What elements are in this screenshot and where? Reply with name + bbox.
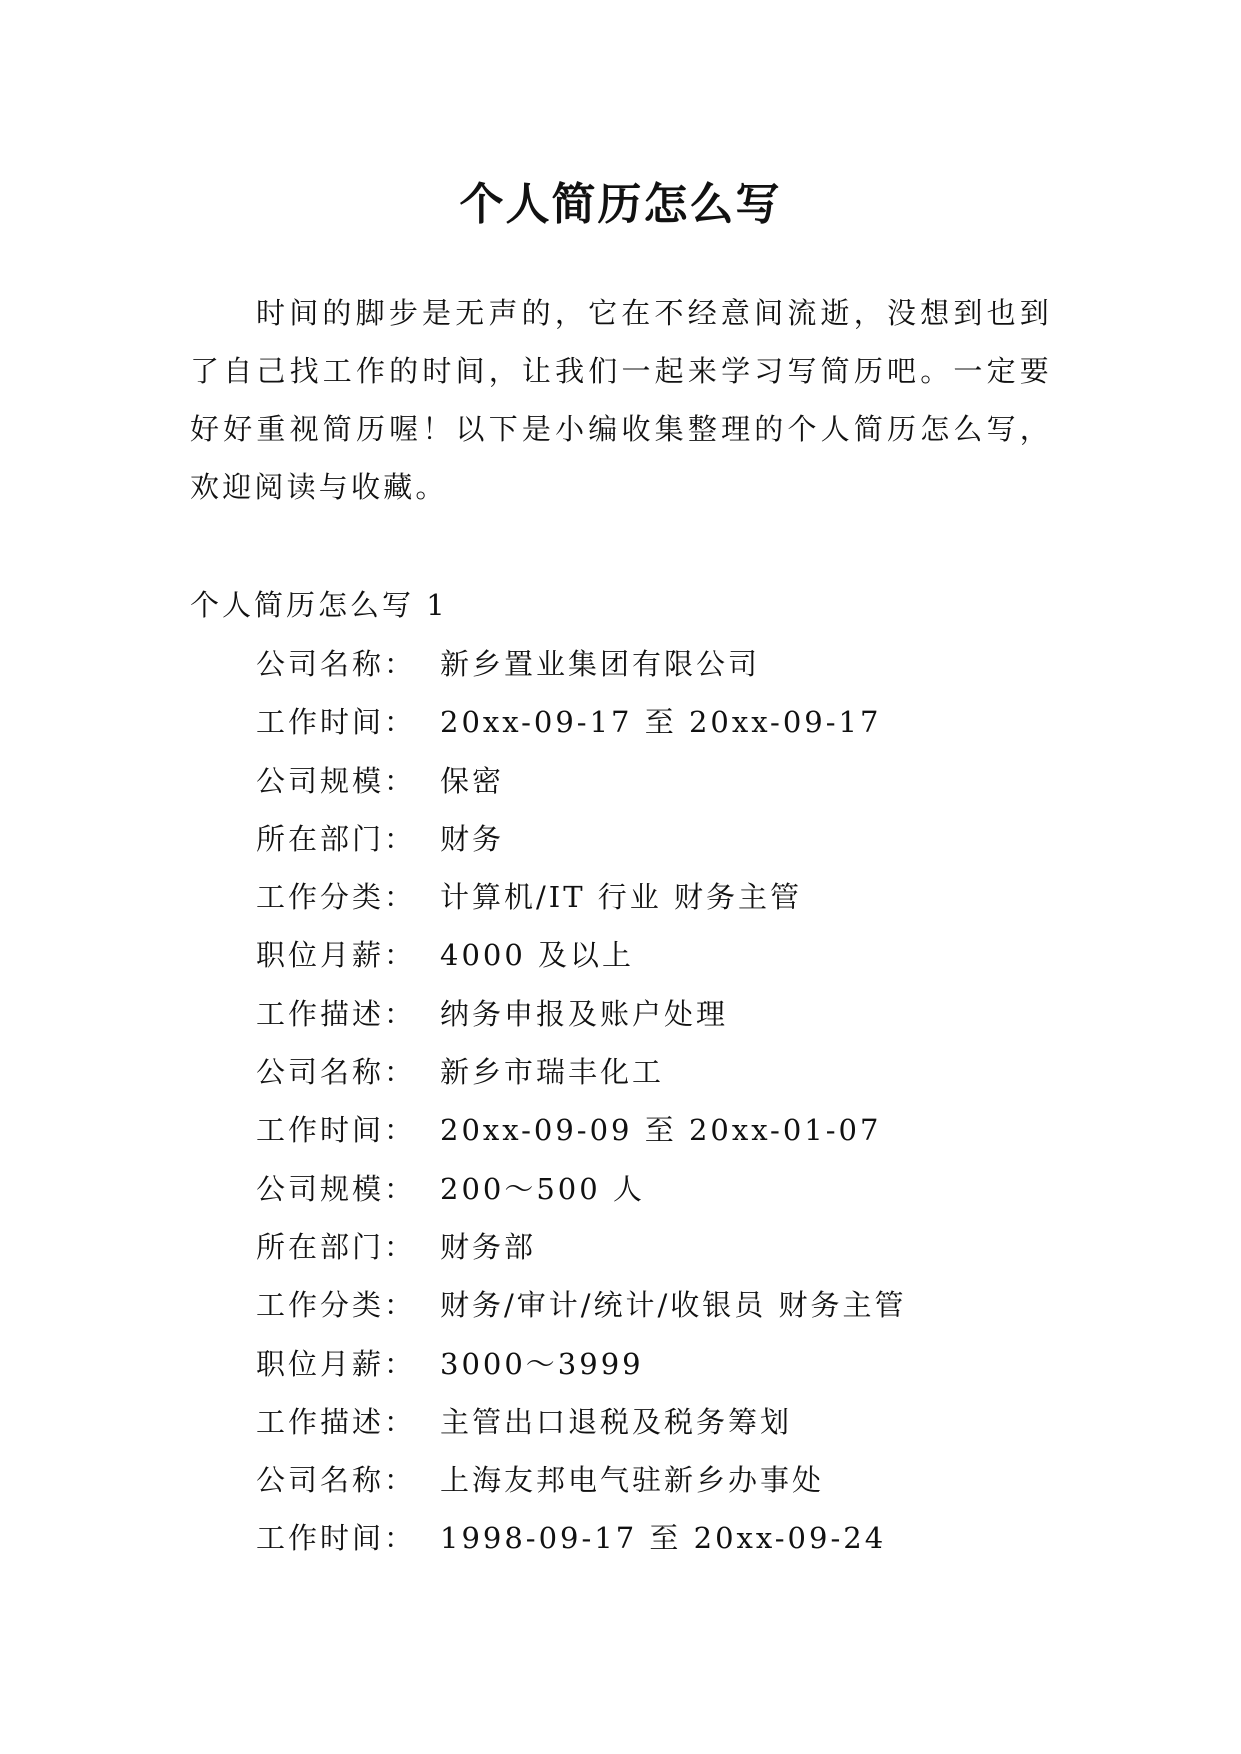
resume-entry bbox=[256, 933, 907, 991]
entry-value: 财务 bbox=[440, 821, 505, 856]
entry-value: 新乡市瑞丰化工 bbox=[440, 1055, 665, 1090]
entry-label: 工作分类： bbox=[256, 1288, 417, 1323]
resume-entry bbox=[256, 1516, 907, 1574]
entry-value: 新乡置业集团有限公司 bbox=[440, 647, 761, 681]
resume-entry bbox=[256, 1108, 907, 1166]
resume-entry bbox=[256, 817, 907, 875]
entry-value: 主管出口退税及税务筹划 bbox=[440, 1404, 793, 1439]
resume-entry bbox=[256, 992, 907, 1050]
entry-label: 职位月薪： bbox=[256, 938, 417, 973]
intro-paragraph: 时间的脚步是无声的，它在不经意间流逝，没想到也到了自己找工作的时间，让我们一起来学习写简历吧。一定要好好重视简历喔！以下是小编收集整理的个人简历怎么写，欢迎阅读与收藏。 bbox=[190, 296, 1052, 504]
resume-entry bbox=[256, 1050, 907, 1108]
resume-entry bbox=[256, 759, 907, 817]
resume-entry bbox=[256, 1225, 907, 1283]
resume-entry bbox=[256, 1400, 907, 1458]
resume-entry bbox=[256, 1283, 907, 1341]
entry-value: 财务/审计/统计/收银员 财务主管 bbox=[440, 1288, 907, 1323]
entry-value: 4000 及以上 bbox=[440, 938, 635, 973]
entry-value: 计算机/IT 行业 财务主管 bbox=[440, 880, 803, 915]
resume-entry bbox=[256, 875, 907, 933]
entry-label: 公司名称： bbox=[256, 1055, 417, 1090]
entry-label: 工作时间： bbox=[256, 1113, 417, 1148]
entry-value: 保密 bbox=[440, 763, 505, 798]
resume-entry bbox=[256, 642, 907, 700]
resume-entry bbox=[256, 1342, 907, 1400]
entry-value: 20xx-09-09 至 20xx-01-07 bbox=[440, 1113, 882, 1148]
entry-label: 公司规模： bbox=[256, 1171, 417, 1206]
entry-label: 公司规模： bbox=[256, 763, 417, 798]
resume-entry bbox=[256, 1458, 907, 1516]
entry-label: 所在部门： bbox=[256, 821, 417, 856]
entry-label: 公司名称： bbox=[256, 1463, 417, 1498]
entry-label: 工作时间： bbox=[256, 1521, 417, 1556]
entry-value: 200～500 人 bbox=[440, 1171, 645, 1206]
entry-label: 工作时间： bbox=[256, 705, 417, 740]
entry-value: 3000～3999 bbox=[440, 1346, 644, 1381]
entry-value: 上海友邦电气驻新乡办事处 bbox=[440, 1463, 825, 1498]
entry-value: 财务部 bbox=[440, 1229, 537, 1264]
entry-label: 职位月薪： bbox=[256, 1346, 417, 1381]
entry-label: 公司名称： bbox=[256, 647, 417, 681]
entry-label: 工作描述： bbox=[256, 996, 417, 1031]
entry-label: 工作描述： bbox=[256, 1404, 417, 1439]
entry-label: 所在部门： bbox=[256, 1229, 417, 1264]
entry-value: 纳务申报及账户处理 bbox=[440, 996, 729, 1031]
resume-entry bbox=[256, 700, 907, 758]
entry-value: 20xx-09-17 至 20xx-09-17 bbox=[440, 705, 882, 740]
resume-entry bbox=[256, 1167, 907, 1225]
section-heading: 个人简历怎么写 1 bbox=[190, 588, 448, 622]
entry-value: 1998-09-17 至 20xx-09-24 bbox=[440, 1521, 887, 1556]
entry-label: 工作分类： bbox=[256, 880, 417, 915]
resume-entries bbox=[256, 642, 907, 1575]
page-title: 个人简历怎么写 bbox=[459, 179, 782, 231]
